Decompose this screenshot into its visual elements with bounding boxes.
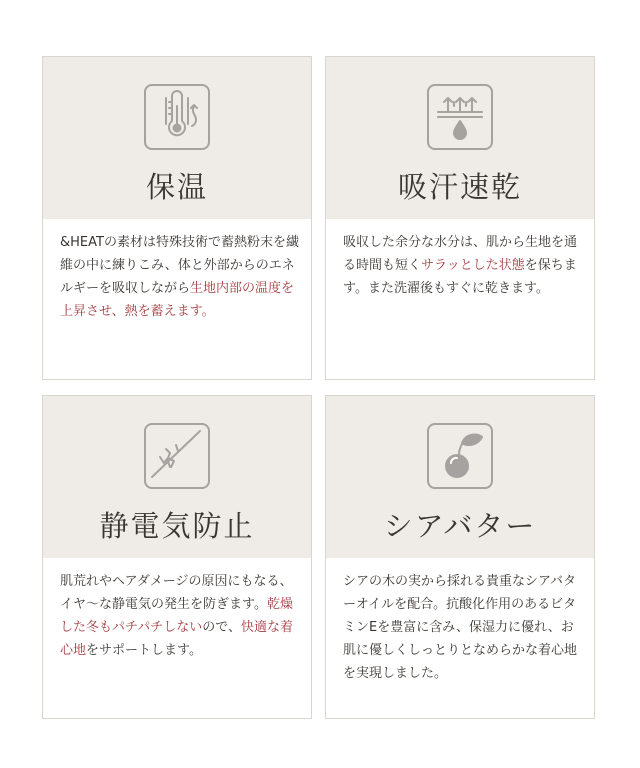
card-header	[43, 396, 311, 558]
card-title: 静電気防止	[99, 509, 255, 543]
description-highlight: 乾燥した冬もパチパチしない	[60, 597, 293, 635]
card-header	[43, 57, 311, 219]
feature-card-antistatic	[42, 395, 312, 719]
description-text: 肌荒れやヘアダメージの原因にもなる、イヤ〜な静電気の発生を防ぎます。	[60, 574, 293, 612]
feature-card-quick-dry	[325, 56, 595, 380]
card-title: シアバター	[383, 509, 537, 543]
description-text: シアの木の実から採れる貴重なシアバターオイルを配合。抗酸化作用のあるビタミンEを豊富に含み、保湿力に優れ、お肌に優しくしっとりとなめらかな着心地を実現しました。	[343, 574, 578, 681]
card-header	[326, 396, 594, 558]
description-text: 吸収した余分な水分は、肌から生地を通る時間も短く	[343, 235, 578, 273]
card-header	[326, 57, 594, 219]
description-text: &HEATの素材は特殊技術で蓄熱粉末を繊維の中に練りこみ、体と外部からのエネルギーを吸収しながら	[60, 235, 299, 296]
card-description	[60, 231, 300, 323]
description-highlight: 快適な着心地	[60, 620, 293, 658]
static-electricity-icon	[144, 423, 210, 489]
card-title: 保温	[145, 170, 208, 204]
card-description	[343, 570, 583, 685]
sweat-absorb-icon	[427, 84, 493, 150]
card-description	[60, 570, 300, 662]
card-description	[343, 231, 583, 300]
description-text: ので、	[202, 620, 241, 635]
description-text: を保ちます。また洗濯後もすぐに乾きます。	[343, 258, 577, 296]
card-title: 吸汗速乾	[397, 170, 522, 204]
shea-nut-icon	[427, 423, 493, 489]
thermometer-icon	[144, 84, 210, 150]
feature-card-shea-butter	[325, 395, 595, 719]
description-highlight: 生地内部の温度を上昇させ、熱を蓄えます。	[60, 281, 295, 319]
description-text: をサポートします。	[86, 643, 202, 658]
feature-card-heat-retention	[42, 56, 312, 380]
description-highlight: サラッとした状態	[421, 258, 525, 273]
